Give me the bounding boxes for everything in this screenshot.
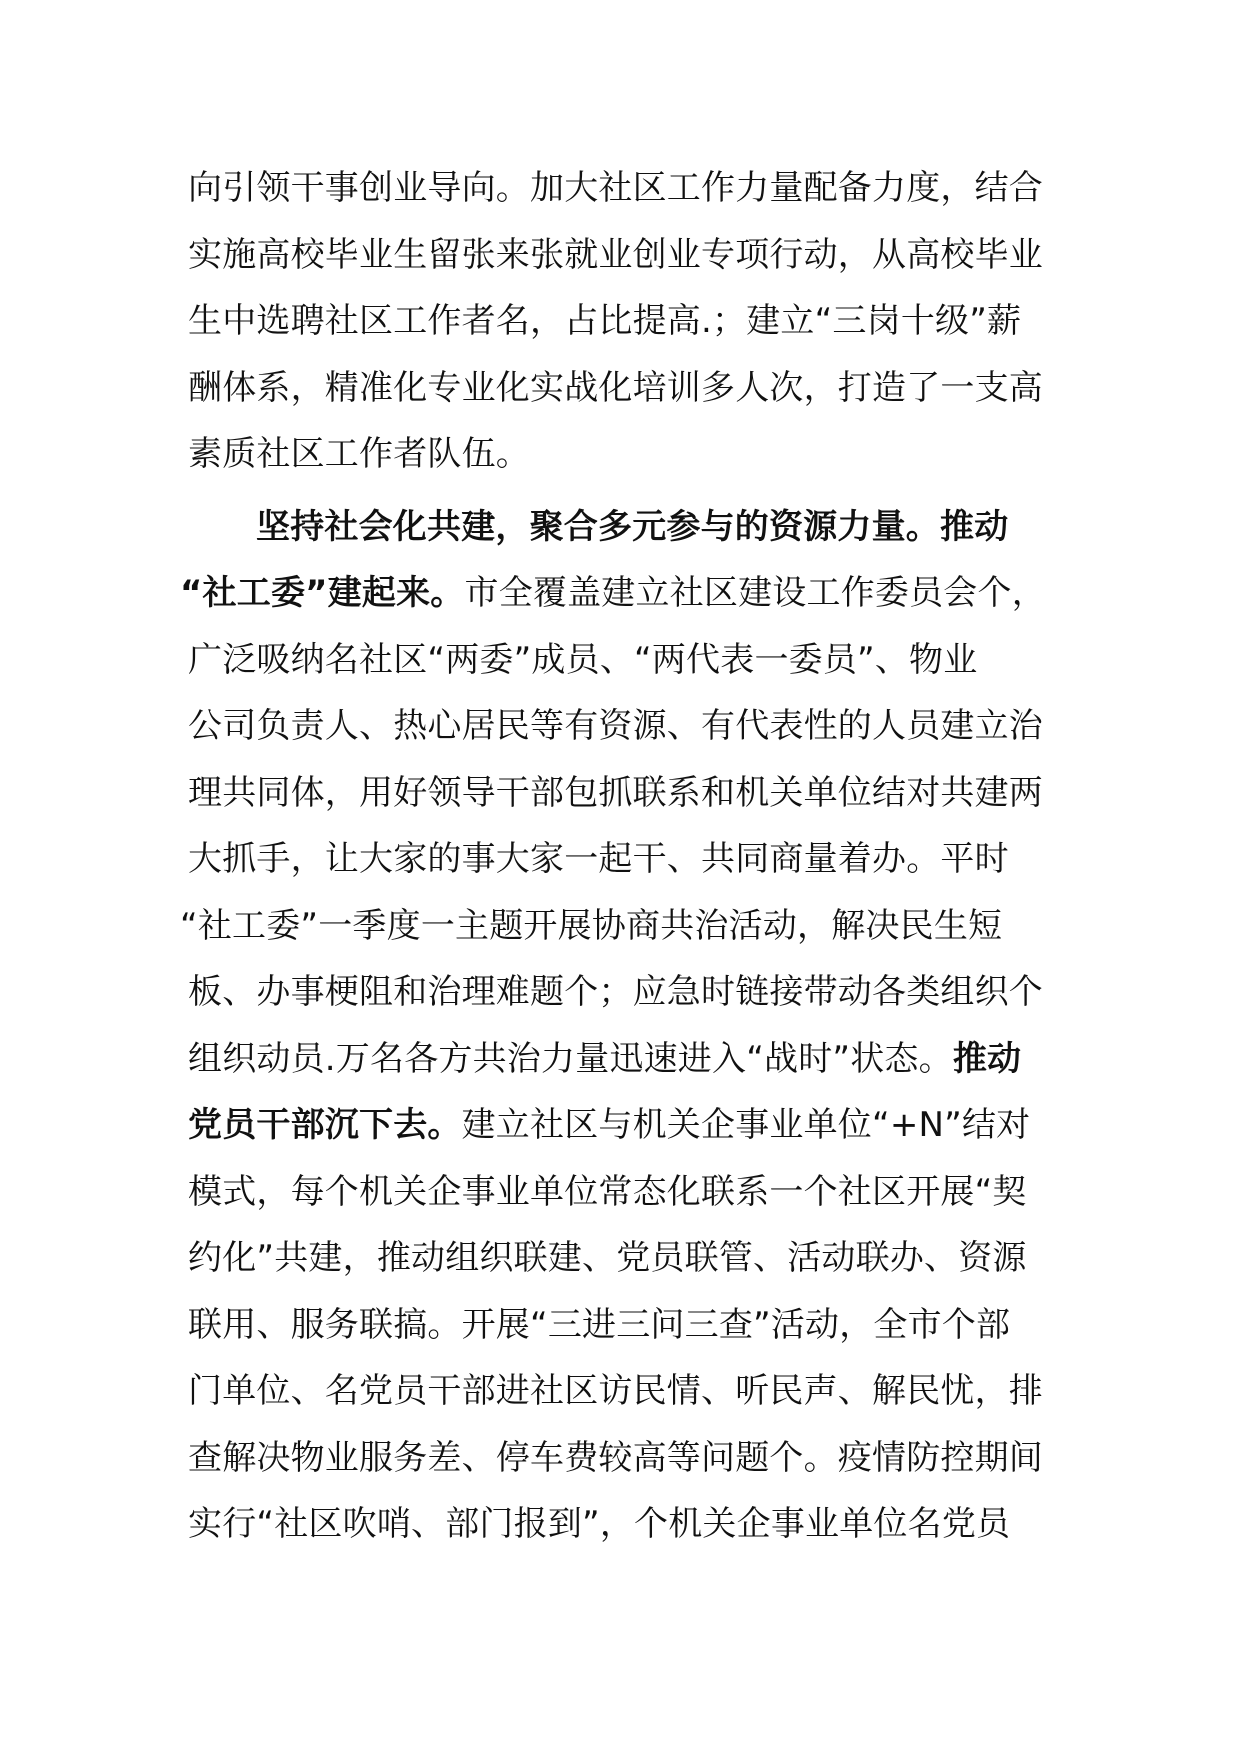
text-line: 素质社区工作者队伍。 bbox=[188, 434, 530, 474]
subsection-heading: 党员干部沉下去。 bbox=[188, 1105, 462, 1145]
text-line bbox=[180, 560, 1068, 627]
text-line: 门单位、名党员干部进社区访民情、听民声、解民忧，排 bbox=[188, 1371, 1043, 1411]
text-line: 查解决物业服务差、停车费较高等问题个。疫情防控期间 bbox=[188, 1437, 1043, 1478]
text-run: 建立社区与机关企事业单位“+N”结对 bbox=[461, 1105, 1031, 1145]
text-line: 板、办事梗阻和治理难题个；应急时链接带动各类组织个 bbox=[188, 972, 1043, 1012]
text-line: “社工委”一季度一主题开展协商共治活动，解决民生短 bbox=[180, 905, 1003, 946]
subsection-heading: “社工委”建起来。 bbox=[180, 573, 465, 613]
text-run: 组织动员.万名各方共治力量迅速进入“战时”状态。 bbox=[188, 1038, 953, 1079]
text-line: 实行“社区吹哨、部门报到”，个机关企事业单位名党员 bbox=[188, 1504, 1011, 1544]
text-line: 实施高校毕业生留张来张就业创业专项行动，从高校毕业 bbox=[188, 234, 1043, 275]
subsection-heading: 推动 bbox=[952, 1038, 1022, 1079]
text-line: 向引领干事创业导向。加大社区工作力量配备力度，结合 bbox=[188, 168, 1043, 208]
text-line: 大抓手，让大家的事大家一起干、共同商量着办。平时 bbox=[188, 839, 1009, 879]
section-heading: 坚持社会化共建，聚合多元参与的资源力量。推动 bbox=[256, 506, 1009, 547]
document-body bbox=[180, 155, 1068, 1558]
text-line: 生中选聘社区工作者名，占比提高.；建立“三岗十级”薪 bbox=[188, 301, 1022, 341]
text-line: 酬体系，精准化专业化实战化培训多人次，打造了一支高 bbox=[188, 367, 1043, 408]
text-line: 联用、服务联搞。开展“三进三问三查”活动，全市个部 bbox=[188, 1304, 1011, 1345]
paragraph-1 bbox=[188, 155, 1068, 488]
text-line: 理共同体，用好领导干部包抓联系和机关单位结对共建两 bbox=[188, 772, 1043, 813]
text-line: 公司负责人、热心居民等有资源、有代表性的人员建立治 bbox=[188, 706, 1043, 746]
text-line: 广泛吸纳名社区“两委”成员、“两代表一委员”、物业 bbox=[188, 639, 978, 680]
text-line: 约化”共建，推动组织联建、党员联管、活动联办、资源 bbox=[188, 1238, 1027, 1278]
text-line bbox=[188, 1092, 1068, 1159]
paragraph-2 bbox=[180, 494, 1068, 1558]
text-run: 市全覆盖建立社区建设工作委员会个， bbox=[464, 573, 1046, 613]
text-line: 模式，每个机关企事业单位常态化联系一个社区开展“契 bbox=[188, 1171, 1027, 1212]
text-line bbox=[188, 1026, 1068, 1093]
